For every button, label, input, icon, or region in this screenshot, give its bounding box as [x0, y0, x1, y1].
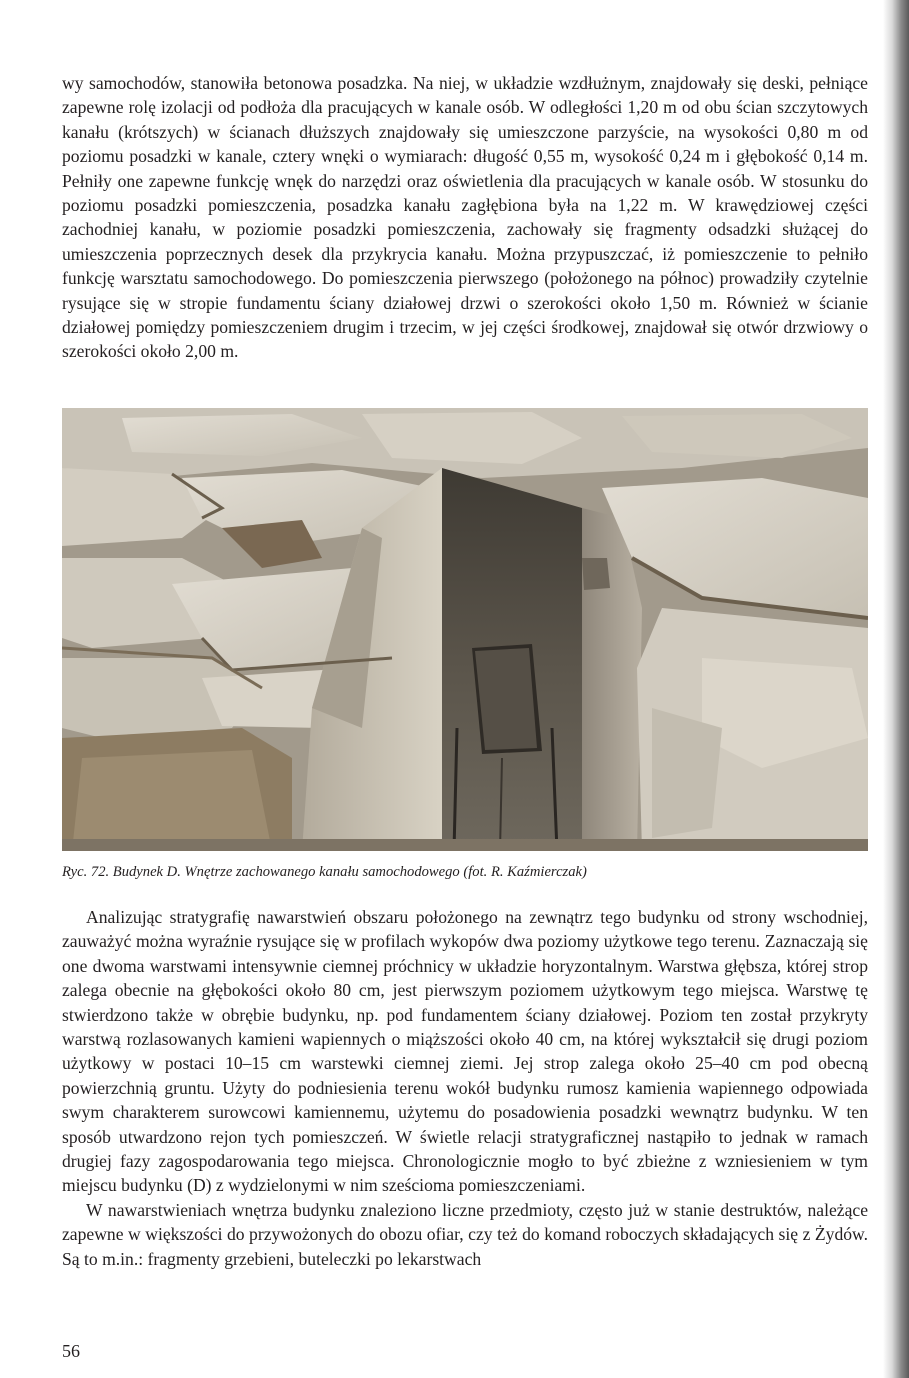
page-number: 56 [62, 1341, 80, 1361]
figure-photo-canal [62, 408, 868, 851]
photo-inspection-pit [62, 408, 868, 851]
body-text-bottom [62, 905, 868, 1271]
paragraph-continued: wy samochodów, stanowiła betonowa posadzka. Na niej, w układzie wzdłużnym, znajdowały się deski, pełniące zapewne rolę izolacji od podłoża dla pracujących w kanale osób. W odległości 1,20 m od obu ścian szczytowych kanału (krótszych) w ścianach dłuższych znajdowały się umieszczone parzyście, na wysokości 0,80 m od poziomu posadzki w kanale, cztery wnęki o wymiarach: długość 0,55 m, wysokość 0,24 m i głębokość 0,14 m. Pełniły one zapewne funkcję wnęk do narzędzi oraz oświetlenia dla pracujących w kanale osób. W stosunku do poziomu posadzki pomieszczenia, posadzka kanału zagłębiona była na 1,22 m. W krawędziowej części zachodniej kanału, w poziomie posadzki pomieszczenia, zachowały się fragmenty odsadzki służącej do umieszczenia poprzecznych desek dla przykrycia kanału. Można przypuszczać, iż pomieszczenie to pełniło funkcję warsztatu samochodowego. Do pomieszczenia pierwszego (położonego na północ) prowadziły czytelnie rysujące się w stropie fundamentu ściany działowej drzwi o szerokości około 1,50 m. Również w ścianie działowej pomiędzy pomieszczeniem drugim i trzecim, w jej części środkowej, znajdował się otwór drzwiowy o szerokości około 2,00 m. [62, 73, 868, 362]
page-edge-shadow [883, 0, 909, 1378]
paragraph-stratigraphy: Analizując stratygrafię nawarstwień obszaru położonego na zewnątrz tego budynku od strony wschodniej, zauważyć można wyraźnie rysujące się w profilach wykopów dwa poziomy użytkowe tego terenu. Zaznaczają się one dwoma warstwami intensywnie ciemnej próchnicy w układzie horyzontalnym. Warstwa głębsza, której strop zalega obecnie na głębokości około 80 cm, jest pierwszym poziomem użytkowym tego miejsca. Warstwę tę stwierdzono także w obrębie budynku, np. pod fundamentem ściany działowej. Poziom ten został przykryty warstwą rozlasowanych kamieni wapiennych o miąższości około 40 cm, na której wykształcił się drugi poziom użytkowy w postaci 10–15 cm warstewki ciemnej ziemi. Jej strop zalega około 25–40 cm pod obecną powierzchnią gruntu. Użyty do podniesienia terenu wokół budynku rumosz kamienia wapiennego odpowiada swym charakterem surowcowi kamiennemu, użytemu do posadowienia posadzki wewnątrz budynku. W ten sposób utwardzono rejon tych pomieszczeń. W świetle relacji stratygraficznej nastąpiło to jednak w ramach drugiej fazy zagospodarowania tego miejsca. Chronologicznie mogło to być zbieżne z wzniesieniem w tym miejscu budynku (D) z wydzielonymi w nim sześcioma pomieszczeniami. [62, 907, 868, 1196]
paragraph-finds: W nawarstwieniach wnętrza budynku znaleziono liczne przedmioty, często już w stanie destruktów, należące zapewne w większości do przywożonych do obozu ofiar, czy też do komand roboczych składających się z Żydów. Są to m.in.: fragmenty grzebieni, buteleczki po lekarstwach [62, 1199, 868, 1269]
body-text-top [62, 71, 868, 364]
figure-caption: Ryc. 72. Budynek D. Wnętrze zachowanego kanału samochodowego (fot. R. Kaźmierczak) [62, 864, 587, 880]
